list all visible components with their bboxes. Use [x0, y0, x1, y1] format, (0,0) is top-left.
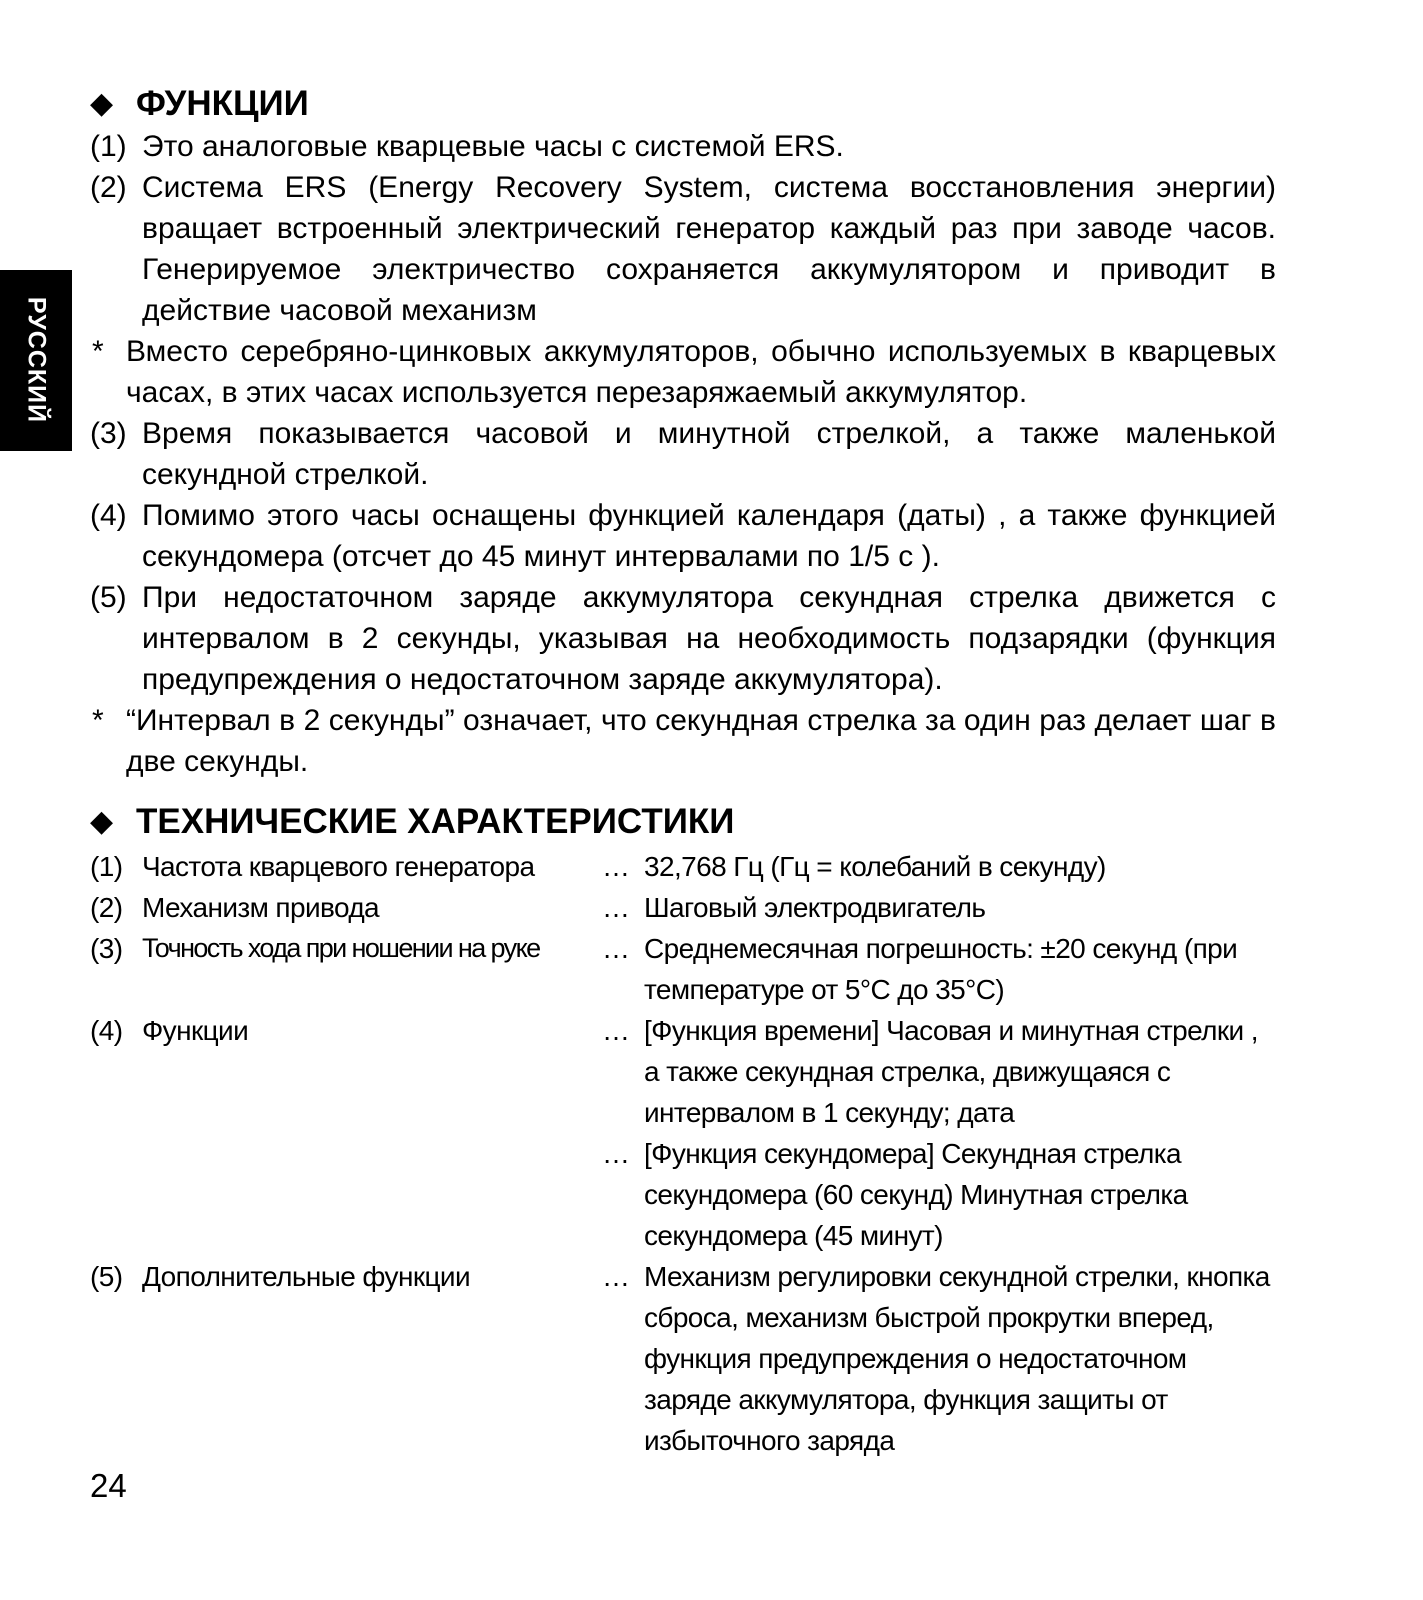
- function-item-5: [90, 577, 1276, 700]
- function-note-2: [90, 700, 1276, 782]
- ellipsis-leader: …: [602, 1261, 630, 1292]
- spec-value: [Функция времени] Часовая и минутная стрелки , а также секундная стрелка, движущаяся с интервалом в 1 секунду; дата: [644, 1015, 1258, 1128]
- spec-label: Функции: [142, 1015, 249, 1046]
- item-number: (2): [90, 171, 127, 204]
- spec-value: Механизм регулировки секундной стрелки, кнопка сброса, механизм быстрой прокрутки вперед, функция предупреждения о недостаточном заряде аккумулятора, функция защиты от избыточного заряда: [644, 1261, 1270, 1456]
- spec-label: Дополнительные функции: [142, 1261, 470, 1292]
- spec-number: (1): [90, 851, 123, 882]
- ellipsis-leader: …: [602, 851, 630, 882]
- specs-heading: [90, 800, 1276, 844]
- item-text: При недостаточном заряде аккумулятора секундная стрелка движется с интервалом в 2 секунды, указывая на необходимость подзарядки (функция предупреждения о недостаточном заряде аккумулятора).: [142, 581, 1276, 696]
- item-text: Система ERS (Energy Recovery System, система восстановления энергии) вращает встроенный электрический генератор каждый раз при заводе часов. Генерируемое электричество сохраняется аккумулятором и приводит в действие часовой механизм: [142, 171, 1276, 327]
- item-number: (5): [90, 581, 127, 614]
- spec-number: (2): [90, 892, 123, 923]
- note-asterisk: *: [92, 704, 104, 737]
- spec-number: (5): [90, 1261, 123, 1292]
- function-item-1: [90, 126, 1276, 167]
- item-number: (4): [90, 499, 127, 532]
- page-number: 24: [90, 1467, 127, 1504]
- functions-title: ФУНКЦИИ: [136, 84, 309, 123]
- item-text: Это аналоговые кварцевые часы с системой ERS.: [142, 130, 844, 163]
- item-text: Помимо этого часы оснащены функцией календаря (даты) , а также функцией секундомера (отсчет до 45 минут интервалами по 1/5 с ).: [142, 499, 1276, 573]
- spec-row-5: [90, 1256, 1276, 1461]
- specs-title: ТЕХНИЧЕСКИЕ ХАРАКТЕРИСТИКИ: [136, 802, 735, 841]
- note-asterisk: *: [92, 335, 104, 368]
- item-text: Время показывается часовой и минутной стрелкой, а также маленькой секундной стрелкой.: [142, 417, 1276, 491]
- language-tab: [0, 270, 72, 451]
- spec-label: Механизм привода: [142, 892, 380, 923]
- spec-number: (4): [90, 1015, 123, 1046]
- spec-label: Частота кварцевого генератора: [142, 851, 535, 882]
- item-number: (3): [90, 417, 127, 450]
- spec-value: 32,768 Гц (Гц = колебаний в секунду): [644, 851, 1106, 882]
- spec-row-1: [90, 846, 1276, 887]
- note-text: Вместо серебряно-цинковых аккумуляторов, обычно используемых в кварцевых часах, в этих часах используется перезаряжаемый аккумулятор.: [126, 335, 1276, 409]
- item-number: (1): [90, 130, 127, 163]
- spec-row-2: [90, 887, 1276, 928]
- function-item-3: [90, 413, 1276, 495]
- diamond-bullet-icon: ◆: [90, 87, 114, 120]
- spec-value: Среднемесячная погрешность: ±20 секунд (при температуре от 5°C до 35°C): [644, 933, 1238, 1005]
- ellipsis-leader: …: [602, 933, 630, 964]
- spec-number: (3): [90, 933, 123, 964]
- language-tab-label: РУССКИЙ: [22, 296, 51, 424]
- spec-label: Точность хода при ношении на руке: [142, 933, 540, 963]
- spec-row-4-continued: [90, 1133, 1276, 1256]
- ellipsis-leader: …: [602, 1015, 630, 1046]
- spec-row-3: [90, 928, 1276, 1010]
- function-item-2: [90, 167, 1276, 331]
- diamond-bullet-icon: ◆: [90, 805, 114, 838]
- ellipsis-leader: …: [602, 892, 630, 923]
- functions-section: [90, 82, 1276, 782]
- spec-value: Шаговый электродвигатель: [644, 892, 986, 923]
- specs-list: [90, 846, 1276, 1461]
- function-item-4: [90, 495, 1276, 577]
- functions-list: [90, 126, 1276, 782]
- spec-value: [Функция секундомера] Секундная стрелка секундомера (60 секунд) Минутная стрелка секундомера (45 минут): [644, 1138, 1188, 1251]
- ellipsis-leader: …: [602, 1138, 630, 1169]
- spec-row-4: [90, 1010, 1276, 1133]
- note-text: “Интервал в 2 секунды” означает, что секундная стрелка за один раз делает шаг в две секунды.: [126, 704, 1276, 778]
- specs-section: [90, 800, 1276, 1461]
- functions-heading: [90, 82, 1276, 126]
- function-note-1: [90, 331, 1276, 413]
